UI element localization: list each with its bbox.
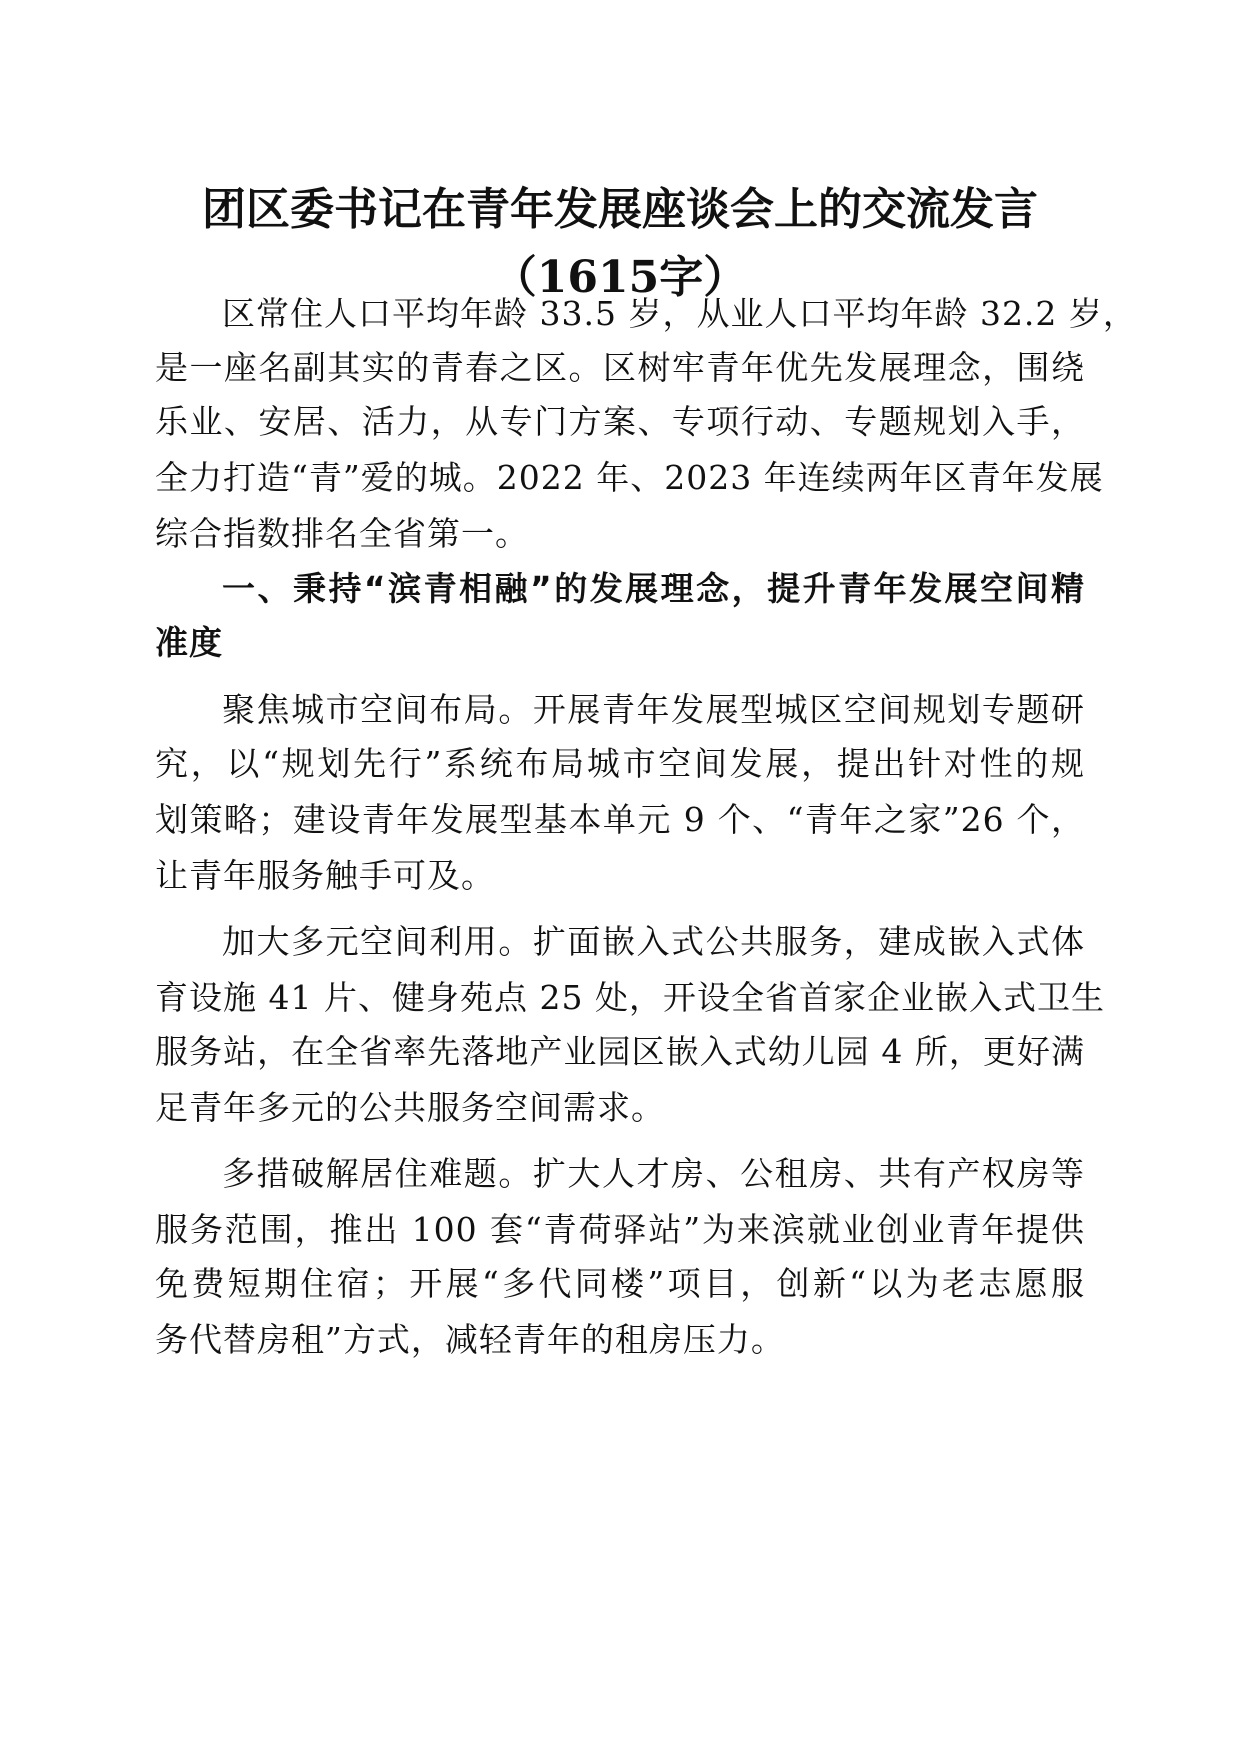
paragraph-2-line-3: 划策略；建设青年发展型基本单元 9 个、“青年之家”26 个，	[155, 800, 1085, 839]
paragraph-3-line-4: 足青年多元的公共服务空间需求。	[155, 1088, 665, 1127]
paragraph-1-line-4: 全力打造“青”爱的城。2022 年、2023 年连续两年区青年发展	[155, 458, 1104, 497]
paragraph-2-line-1: 聚焦城市空间布局。开展青年发展型城区空间规划专题研	[222, 690, 1085, 729]
paragraph-3-line-2: 育设施 41 片、健身苑点 25 处，开设全省首家企业嵌入式卫生	[155, 978, 1105, 1017]
paragraph-3-line-1: 加大多元空间利用。扩面嵌入式公共服务，建成嵌入式体	[222, 922, 1085, 961]
paragraph-2-line-4: 让青年服务触手可及。	[155, 856, 495, 895]
section-heading-1-line-2: 准度	[155, 623, 223, 662]
paragraph-1-line-5: 综合指数排名全省第一。	[155, 514, 529, 553]
paragraph-3-line-3: 服务站，在全省率先落地产业园区嵌入式幼儿园 4 所，更好满	[155, 1032, 1085, 1071]
document-subtitle-word-count: （1615字）	[492, 252, 748, 303]
paragraph-1-line-3: 乐业、安居、活力，从专门方案、专项行动、专题规划入手，	[155, 402, 1085, 441]
paragraph-4-line-3: 免费短期住宿；开展“多代同楼”项目，创新“以为老志愿服	[155, 1264, 1085, 1303]
paragraph-1-line-1: 区常住人口平均年龄 33.5 岁，从业人口平均年龄 32.2 岁，	[222, 294, 1137, 333]
section-heading-1-line-1: 一、秉持“滨青相融”的发展理念，提升青年发展空间精	[222, 569, 1085, 608]
paragraph-1-line-2: 是一座名副其实的青春之区。区树牢青年优先发展理念，围绕	[155, 348, 1085, 387]
paragraph-4-line-1: 多措破解居住难题。扩大人才房、公租房、共有产权房等	[222, 1154, 1085, 1193]
paragraph-4-line-4: 务代替房租”方式，减轻青年的租房压力。	[155, 1320, 785, 1359]
paragraph-2-line-2: 究，以“规划先行”系统布局城市空间发展，提出针对性的规	[155, 744, 1085, 783]
document-title: 团区委书记在青年发展座谈会上的交流发言	[202, 184, 1038, 235]
paragraph-4-line-2: 服务范围，推出 100 套“青荷驿站”为来滨就业创业青年提供	[155, 1210, 1085, 1249]
